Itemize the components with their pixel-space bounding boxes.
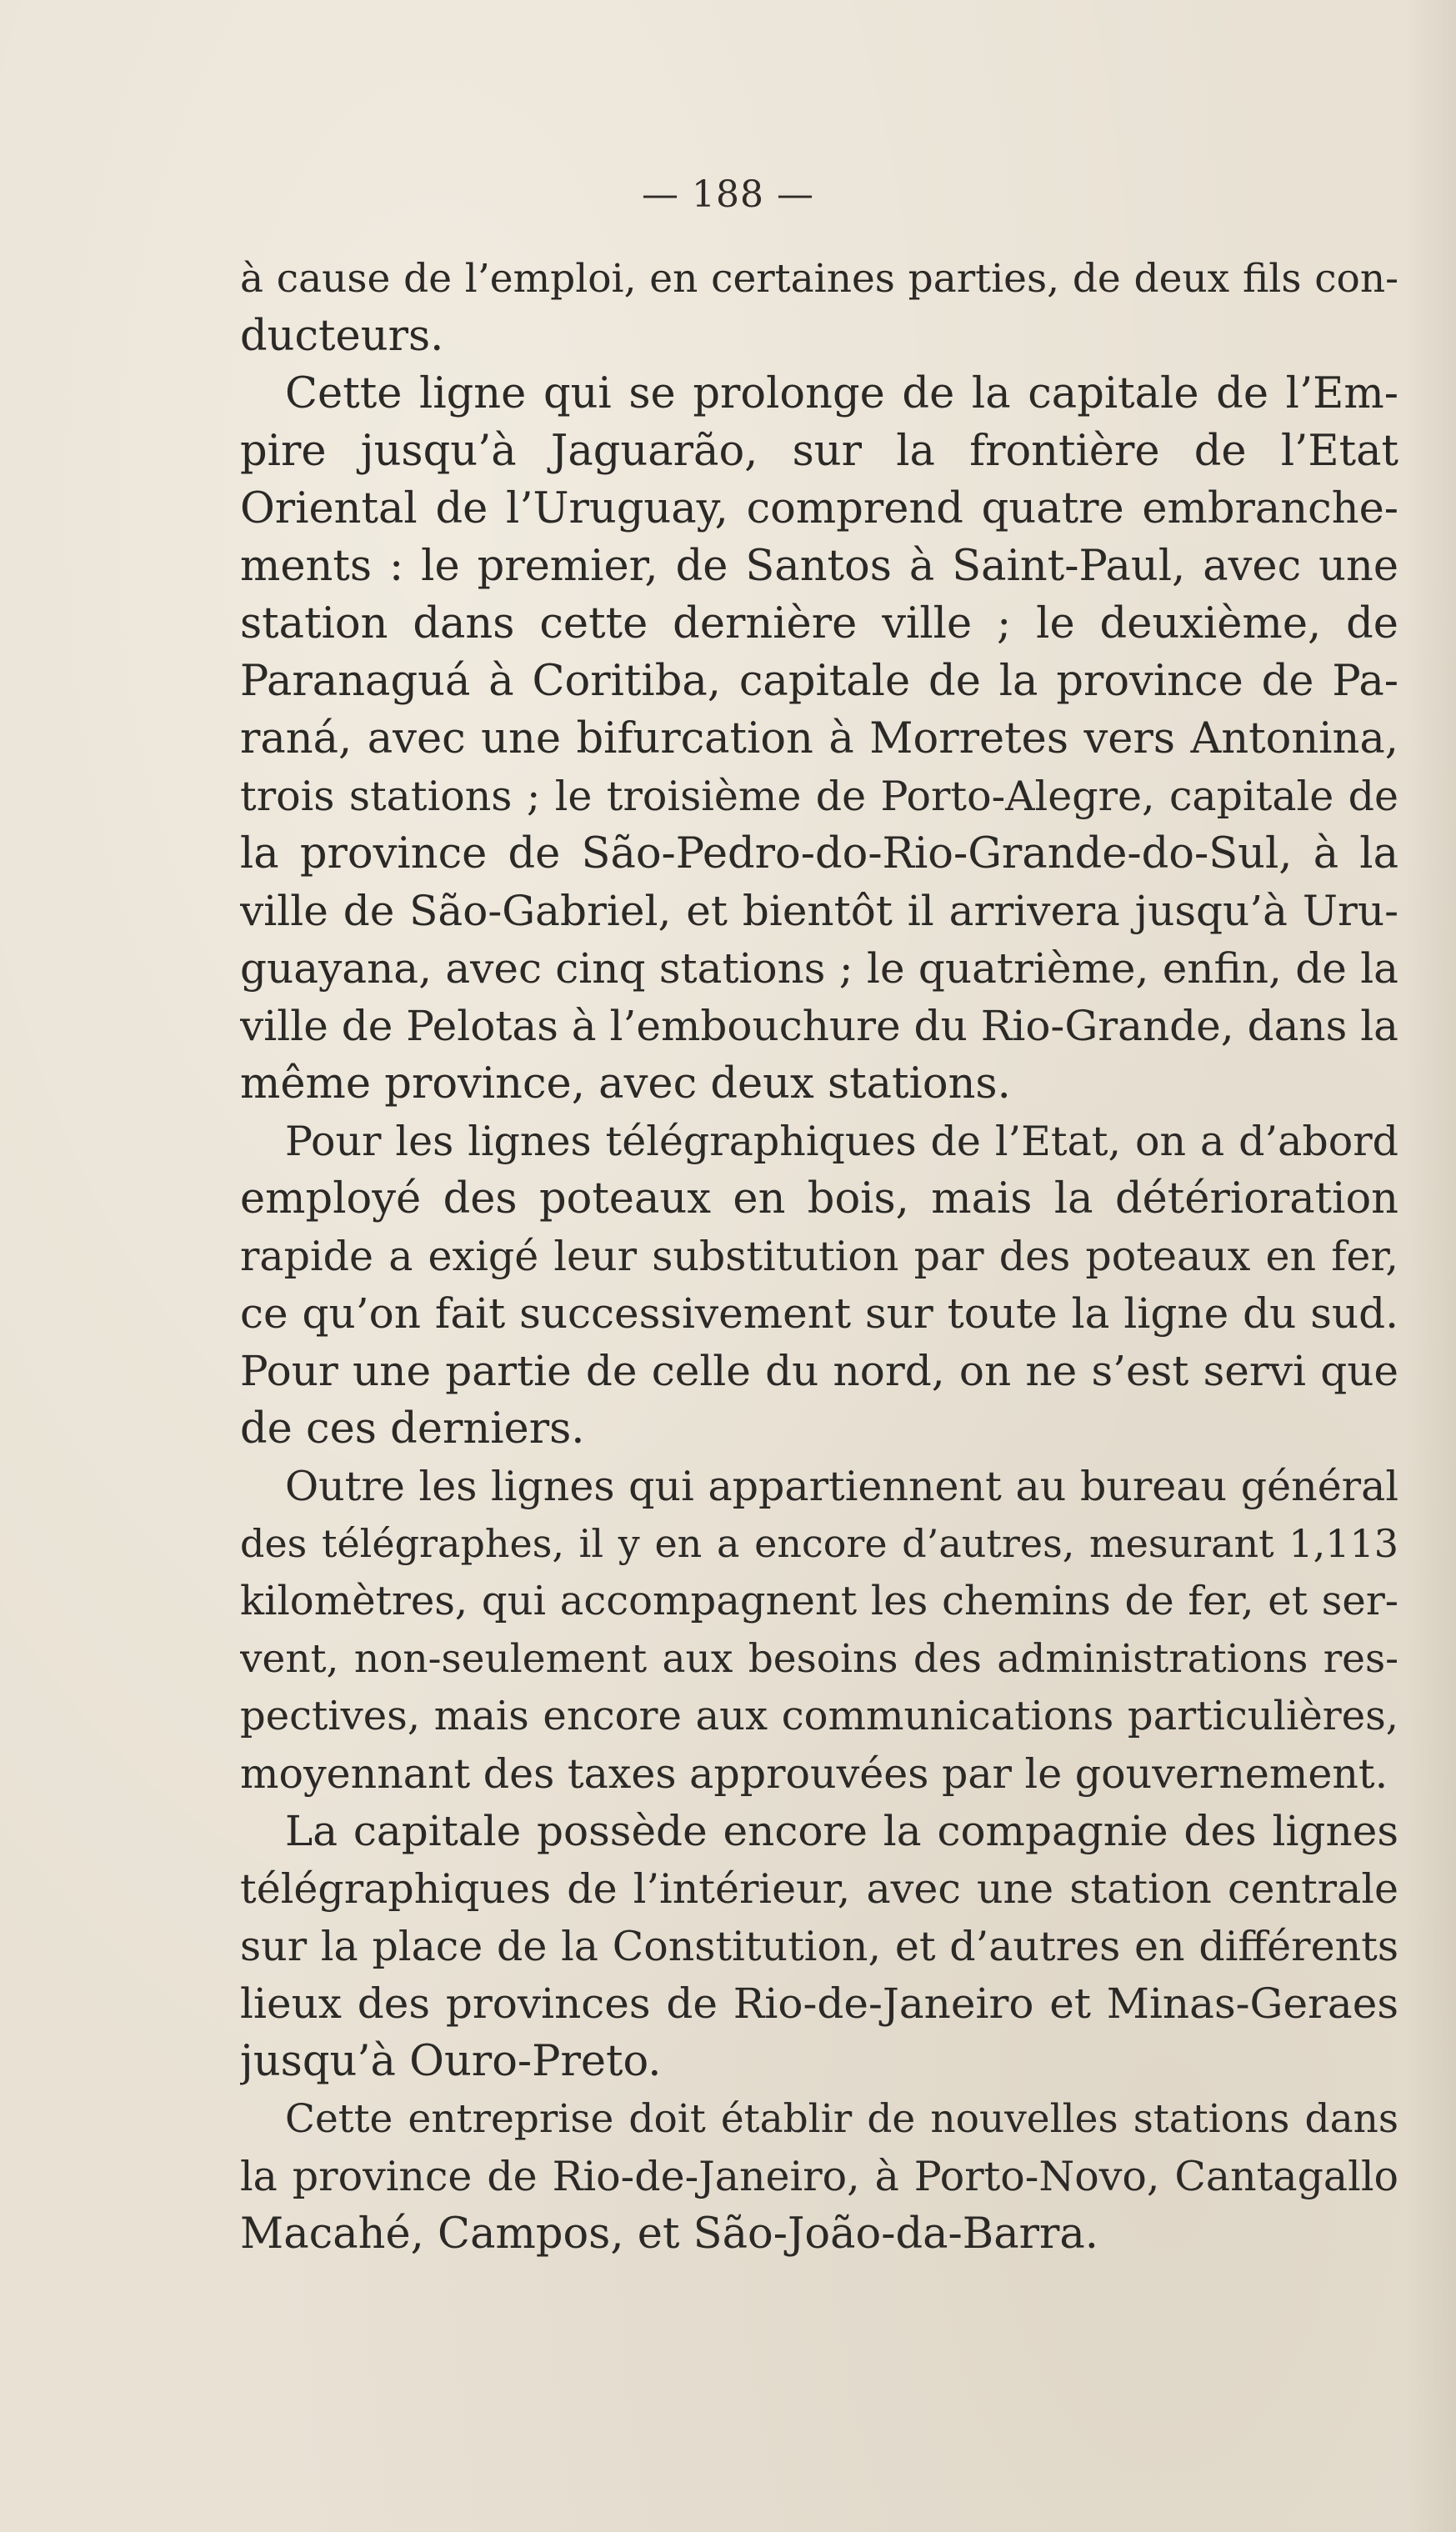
text-line: pire jusqu’à Jaguarão, sur la frontière de l’Etat (240, 427, 1398, 476)
text-line: raná, avec une bifurcation à Morretes vers Antonina, (240, 714, 1398, 763)
text-line: kilomètres, qui accompagnent les chemins de fer, et ser- (240, 1578, 1398, 1624)
text-line: Outre les lignes qui appartiennent au bureau général (285, 1463, 1398, 1510)
text-line: Cette entreprise doit établir de nouvelles stations dans (285, 2096, 1398, 2142)
text-line: de ces derniers. (240, 1404, 585, 1454)
text-line: vent, non-seulement aux besoins des administrations res- (240, 1636, 1398, 1682)
text-line: Cette ligne qui se prolonge de la capitale de l’Em- (285, 369, 1398, 418)
text-line: rapide a exigé leur substitution par des poteaux en fer, (240, 1233, 1398, 1280)
text-line: même province, avec deux stations. (240, 1059, 1011, 1108)
text-line: moyennant des taxes approuvées par le gouvernement. (240, 1750, 1388, 1798)
text-line: employé des poteaux en bois, mais la détérioration (240, 1174, 1398, 1223)
text-line: la province de São-Pedro-do-Rio-Grande-do-Sul, à la (240, 829, 1398, 878)
text-line: ville de Pelotas à l’embouchure du Rio-Grande, dans la (240, 1002, 1398, 1050)
text-line: des télégraphes, il y en a encore d’autres, mesurant 1,113 (240, 1521, 1398, 1566)
text-line: Pour une partie de celle du nord, on ne s’est servi que (240, 1347, 1398, 1395)
page-number: — 188 — (642, 173, 814, 216)
text-line: télégraphiques de l’intérieur, avec une station centrale (240, 1865, 1398, 1913)
text-line: à cause de l’emploi, en certaines parties, de deux fils con- (240, 256, 1398, 302)
text-line: Oriental de l’Uruguay, comprend quatre embranche- (240, 484, 1398, 533)
text-line: pectives, mais encore aux communications particulières, (240, 1693, 1398, 1739)
text-line: ments : le premier, de Santos à Saint-Paul, avec une (240, 542, 1398, 591)
body-text (240, 250, 1398, 2263)
text-line: sur la place de la Constitution, et d’autres en différents (240, 1923, 1398, 1970)
text-line: station dans cette dernière ville ; le deuxième, de (240, 599, 1398, 648)
text-line: Paranaguá à Coritiba, capitale de la province de Pa- (240, 657, 1398, 706)
text-line: La capitale possède encore la compagnie des lignes (285, 1807, 1398, 1855)
text-line: ducteurs. (240, 312, 444, 361)
text-line: jusqu’à Ouro-Preto. (240, 2037, 662, 2086)
text-line: lieux des provinces de Rio-de-Janeiro et Minas-Geraes (240, 1979, 1398, 2028)
text-line: ce qu’on fait successivement sur toute la ligne du sud. (240, 1289, 1398, 1338)
text-line: guayana, avec cinq stations ; le quatrième, enfin, de la (240, 944, 1398, 993)
page-edge-shadow (1406, 0, 1456, 2532)
text-line: Macahé, Campos, et São-João-da-Barra. (240, 2209, 1098, 2259)
text-line: trois stations ; le troisième de Porto-Alegre, capitale de (240, 773, 1398, 820)
text-line: la province de Rio-de-Janeiro, à Porto-Novo, Cantagallo (240, 2153, 1398, 2200)
text-line: Pour les lignes télégraphiques de l’Etat, on a d’abord (285, 1118, 1398, 1165)
text-line: ville de São-Gabriel, et bientôt il arrivera jusqu’à Uru- (240, 887, 1398, 935)
